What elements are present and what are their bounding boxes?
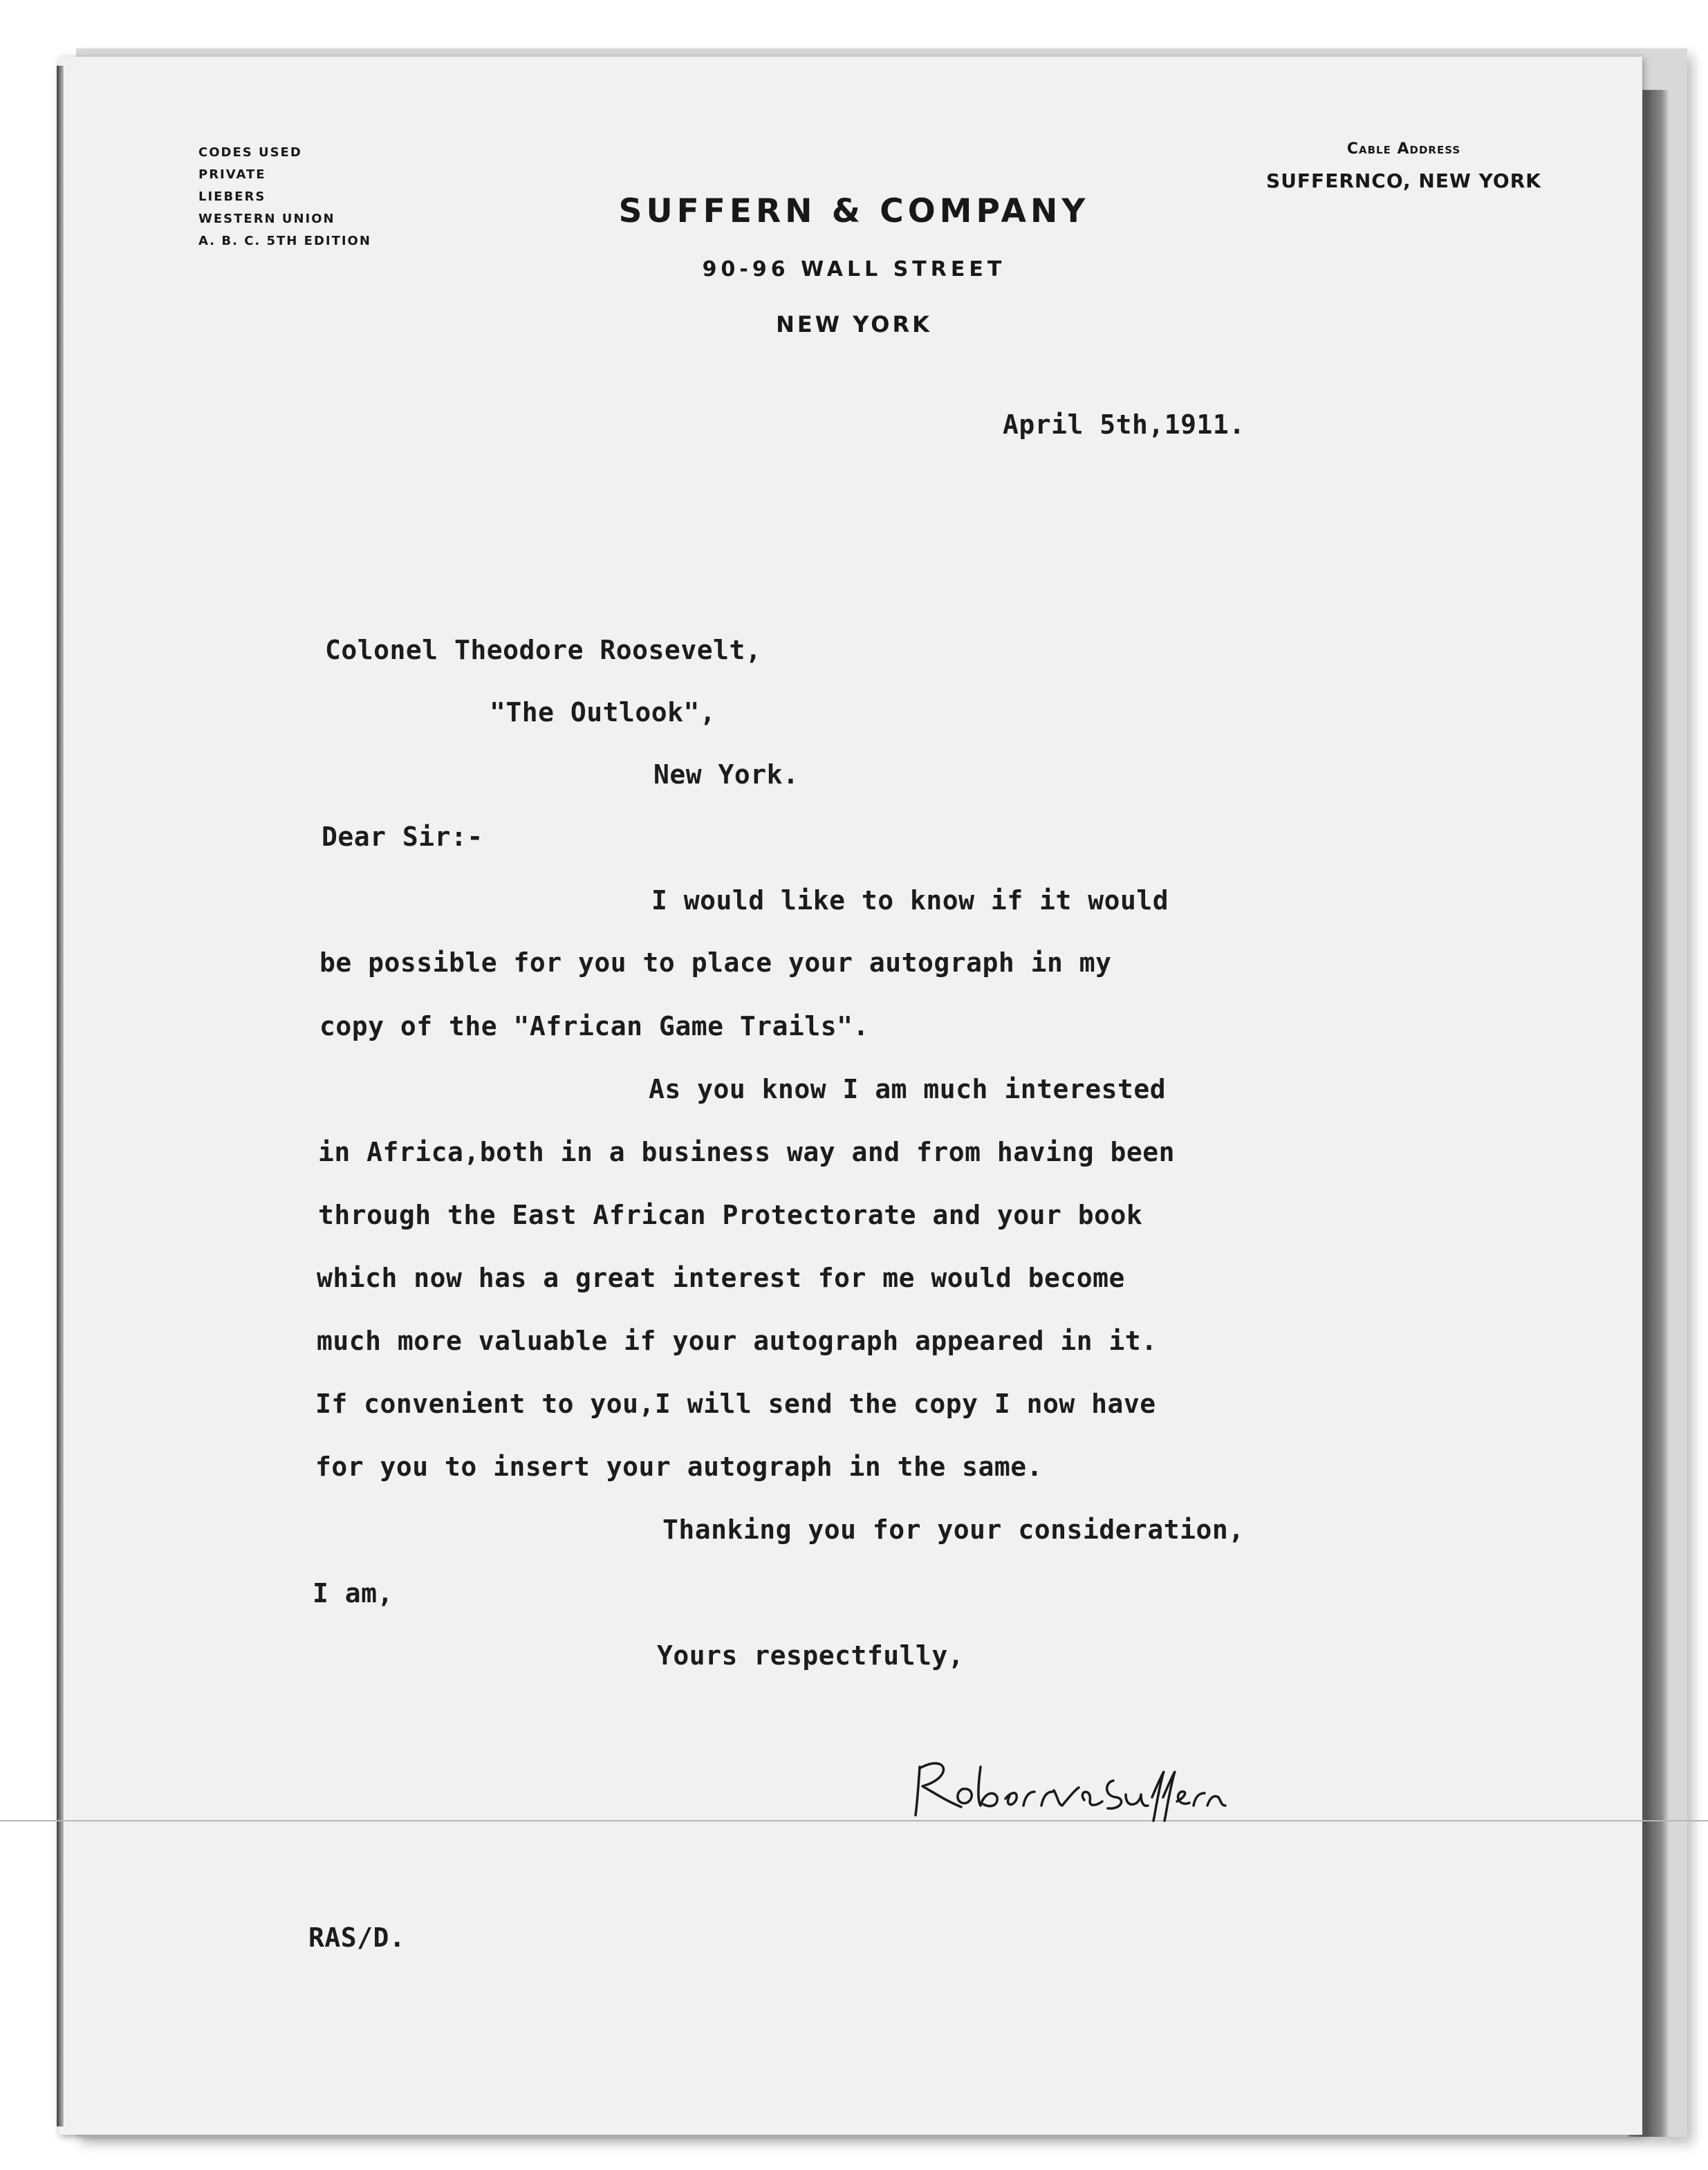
company-name: SUFFERN & COMPANY — [618, 192, 1090, 230]
body-line: in Africa,both in a business way and from having been — [318, 1137, 1176, 1167]
body-line: copy of the "African Game Trails". — [319, 1011, 869, 1041]
codes-used-line: CODES USED — [198, 145, 302, 160]
body-line: much more valuable if your autograph appeared in it. — [317, 1326, 1158, 1356]
cable-address-label: Cable Address — [1346, 140, 1461, 158]
cable-address-value: SUFFERNCO, NEW YORK — [1266, 169, 1541, 192]
fold-line — [0, 1820, 1708, 1821]
handwritten-signature — [906, 1739, 1238, 1822]
body-line: which now has a great interest for me would become — [317, 1263, 1125, 1293]
codes-used-line: WESTERN UNION — [198, 212, 335, 226]
salutation: Dear Sir:- — [322, 822, 483, 852]
body-line: be possible for you to place your autograph in my — [319, 947, 1112, 978]
body-line: for you to insert your autograph in the same. — [315, 1452, 1043, 1482]
recipient-name: Colonel Theodore Roosevelt, — [325, 635, 762, 665]
body-line: I would like to know if it would — [651, 885, 1169, 916]
sheet-left-edge — [57, 66, 64, 2126]
codes-used-line: LIEBERS — [198, 189, 266, 204]
recipient-organization: "The Outlook", — [490, 697, 716, 727]
body-line: Thanking you for your consideration, — [662, 1514, 1245, 1545]
body-line: As you know I am much interested — [649, 1074, 1167, 1104]
body-line: through the East African Protectorate and your book — [318, 1200, 1143, 1230]
cable-address-block — [1259, 133, 1549, 197]
codes-used-line: A. B. C. 5TH EDITION — [198, 234, 371, 248]
closing: Yours respectfully, — [657, 1640, 965, 1671]
pre-closing: I am, — [313, 1578, 393, 1608]
letterhead-city: NEW YORK — [776, 311, 932, 337]
typist-initials: RAS/D. — [308, 1922, 406, 1953]
body-line: If convenient to you,I will send the copy I now have — [315, 1389, 1156, 1419]
codes-used-line: PRIVATE — [198, 167, 266, 182]
recipient-city: New York. — [653, 759, 799, 790]
street-address: 90-96 WALL STREET — [702, 257, 1006, 281]
letter-date: April 5th,1911. — [1003, 409, 1245, 440]
